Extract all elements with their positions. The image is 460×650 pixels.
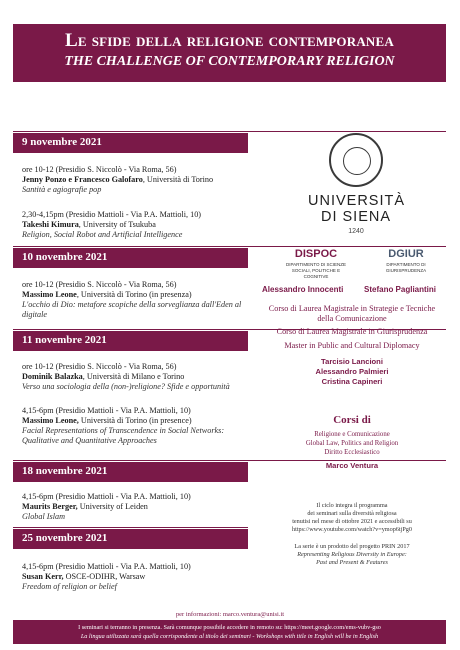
- program-people: Tarcisio Lancioni Alessandro Palmieri Cristina Capineri: [315, 357, 389, 386]
- entry-title: Freedom of religion or belief: [22, 582, 117, 591]
- date-band-3: 11 novembre 2021: [13, 331, 248, 351]
- entry-speakers: Maurits Berger, University of Leiden: [22, 502, 148, 511]
- university-seal-icon: [329, 133, 383, 187]
- dispoc-mark: DISPOC: [294, 248, 338, 260]
- dgiur-logo: [372, 248, 440, 274]
- corsi-item: Religione e Comunicazione: [314, 431, 390, 438]
- program-1: Corso di Laurea Magistrale in Strategie e Tecniche della Comunicazione: [268, 304, 436, 323]
- session-entry: [22, 562, 262, 592]
- entry-time: ore 10-12 (Presidio S. Niccolò - Via Roma, 56): [22, 165, 177, 174]
- date-band-4: 18 novembre 2021: [13, 462, 248, 482]
- title-english: THE CHALLENGE OF CONTEMPORARY RELIGION: [64, 54, 395, 69]
- dgiur-subtitle: DIPARTIMENTO DI GIURISPRUDENZA: [385, 262, 427, 273]
- corsi-item: Global Law, Politics and Religion: [305, 440, 399, 447]
- page-header: [13, 24, 446, 82]
- corsi-heading: Corsi di: [333, 414, 371, 426]
- corsi-block: [262, 414, 442, 471]
- entry-speakers: Takeshi Kimura, University of Tsukuba: [22, 220, 156, 229]
- entry-time: 4,15-6pm (Presidio Mattioli - Via P.A. Mattioli, 10): [22, 492, 191, 501]
- date-band-5: 25 novembre 2021: [13, 529, 248, 549]
- university-name: UNIVERSITÀ DI SIENA: [308, 193, 406, 225]
- session-entry: [22, 362, 262, 392]
- date-band-2: 10 novembre 2021: [13, 248, 248, 268]
- divider-rule: [13, 527, 248, 528]
- entry-speakers: Dominik Balazka, Università di Milano e Torino: [22, 372, 185, 381]
- dispoc-logo: [280, 248, 352, 280]
- university-logo: [308, 133, 404, 235]
- youtube-link[interactable]: https://www.youtube.com/watch?v=ymop6tjPg0: [292, 526, 412, 533]
- entry-time: 4,15-6pm (Presidio Mattioli - Via P.A. Mattioli, 10): [22, 562, 191, 571]
- entry-speakers: Susan Kerr, OSCE-ODIHR, Warsaw: [22, 572, 146, 581]
- dispoc-subtitle: DIPARTIMENTO DI SCIENZE SOCIALI, POLITICHE E COGNITIVE: [285, 262, 346, 279]
- session-entry: [22, 406, 262, 446]
- entry-title: Santità e agiografie pop: [22, 185, 102, 194]
- title-italian: Le sfide della religione contemporanea: [65, 30, 394, 51]
- date-band-1: 9 novembre 2021: [13, 133, 248, 153]
- dgiur-director: Stefano Pagliantini: [364, 285, 437, 294]
- entry-title: Global Islam: [22, 512, 65, 521]
- entry-title: Facial Representations of Transcendence in Social Networks: Qualitative and Quantitative Approaches: [22, 426, 225, 445]
- dgiur-mark: DGIUR: [388, 248, 424, 260]
- entry-time: ore 10-12 (Presidio S. Niccolò - Via Roma, 56): [22, 362, 177, 371]
- session-entry: [22, 280, 262, 320]
- cycle-note: Il ciclo integra il programma dei seminari sulla diversità religiosa tenutisi nel mese di ottobre 2021 e accessibili su https://www.youtube.com/watch?v=ymop6tjPg0: [262, 502, 442, 534]
- session-entry: [22, 210, 262, 240]
- entry-time: ore 10-12 (Presidio S. Niccolò - Via Roma, 56): [22, 280, 177, 289]
- university-year: 1240: [348, 228, 364, 235]
- footer-line-1: I seminari si terranno in presenza. Sarà comunque possibile accedere in remoto su: https://meet.google.com/ems-vubv-gso: [78, 624, 381, 631]
- prin-note: La serie è un prodotto del progetto PRIN 2017 Representing Religious Diversity in Europe: Past and Present & Features: [294, 543, 410, 566]
- page-footer: [13, 620, 446, 644]
- corsi-person: Marco Ventura: [325, 461, 379, 470]
- dispoc-director: Alessandro Innocenti: [262, 285, 344, 294]
- entry-speakers: Jenny Ponzo e Francesco Galofaro, Università di Torino: [22, 175, 214, 184]
- entry-title: L'occhio di Dio: metafore scopiche della sorveglianza dall'Eden al digitale: [22, 300, 242, 319]
- session-entry: [22, 492, 262, 522]
- corsi-item: Diritto Ecclesiastico: [324, 449, 380, 456]
- program-2: Corso di Laurea Magistrale in Giurisprudenza: [276, 327, 428, 336]
- entry-speakers: Massimo Leone, Università di Torino (in presence): [22, 416, 192, 425]
- footer-line-2: La lingua utilizzata sarà quella corrispondente al titolo dei seminari - Workshops with title in English will be in English: [80, 633, 379, 640]
- entry-time: 2,30-4,15pm (Presidio Mattioli - Via P.A. Mattioli, 10): [22, 210, 202, 219]
- entry-title: Verso una sociologia della (non-)religione? Sfide e opportunità: [22, 382, 230, 391]
- entry-speakers: Massimo Leone, Università di Torino (in presenza): [22, 290, 192, 299]
- divider-rule: [13, 246, 446, 247]
- entry-title: Religion, Social Robot and Artificial Intelligence: [22, 230, 183, 239]
- program-3: Master in Public and Cultural Diplomacy: [284, 341, 420, 350]
- divider-rule: [13, 131, 446, 132]
- programs-block: [262, 304, 442, 387]
- entry-time: 4,15-6pm (Presidio Mattioli - Via P.A. Mattioli, 10): [22, 406, 191, 415]
- contact-info: per informazioni: marco.ventura@unisi.it: [175, 611, 285, 618]
- session-entry: [22, 165, 262, 195]
